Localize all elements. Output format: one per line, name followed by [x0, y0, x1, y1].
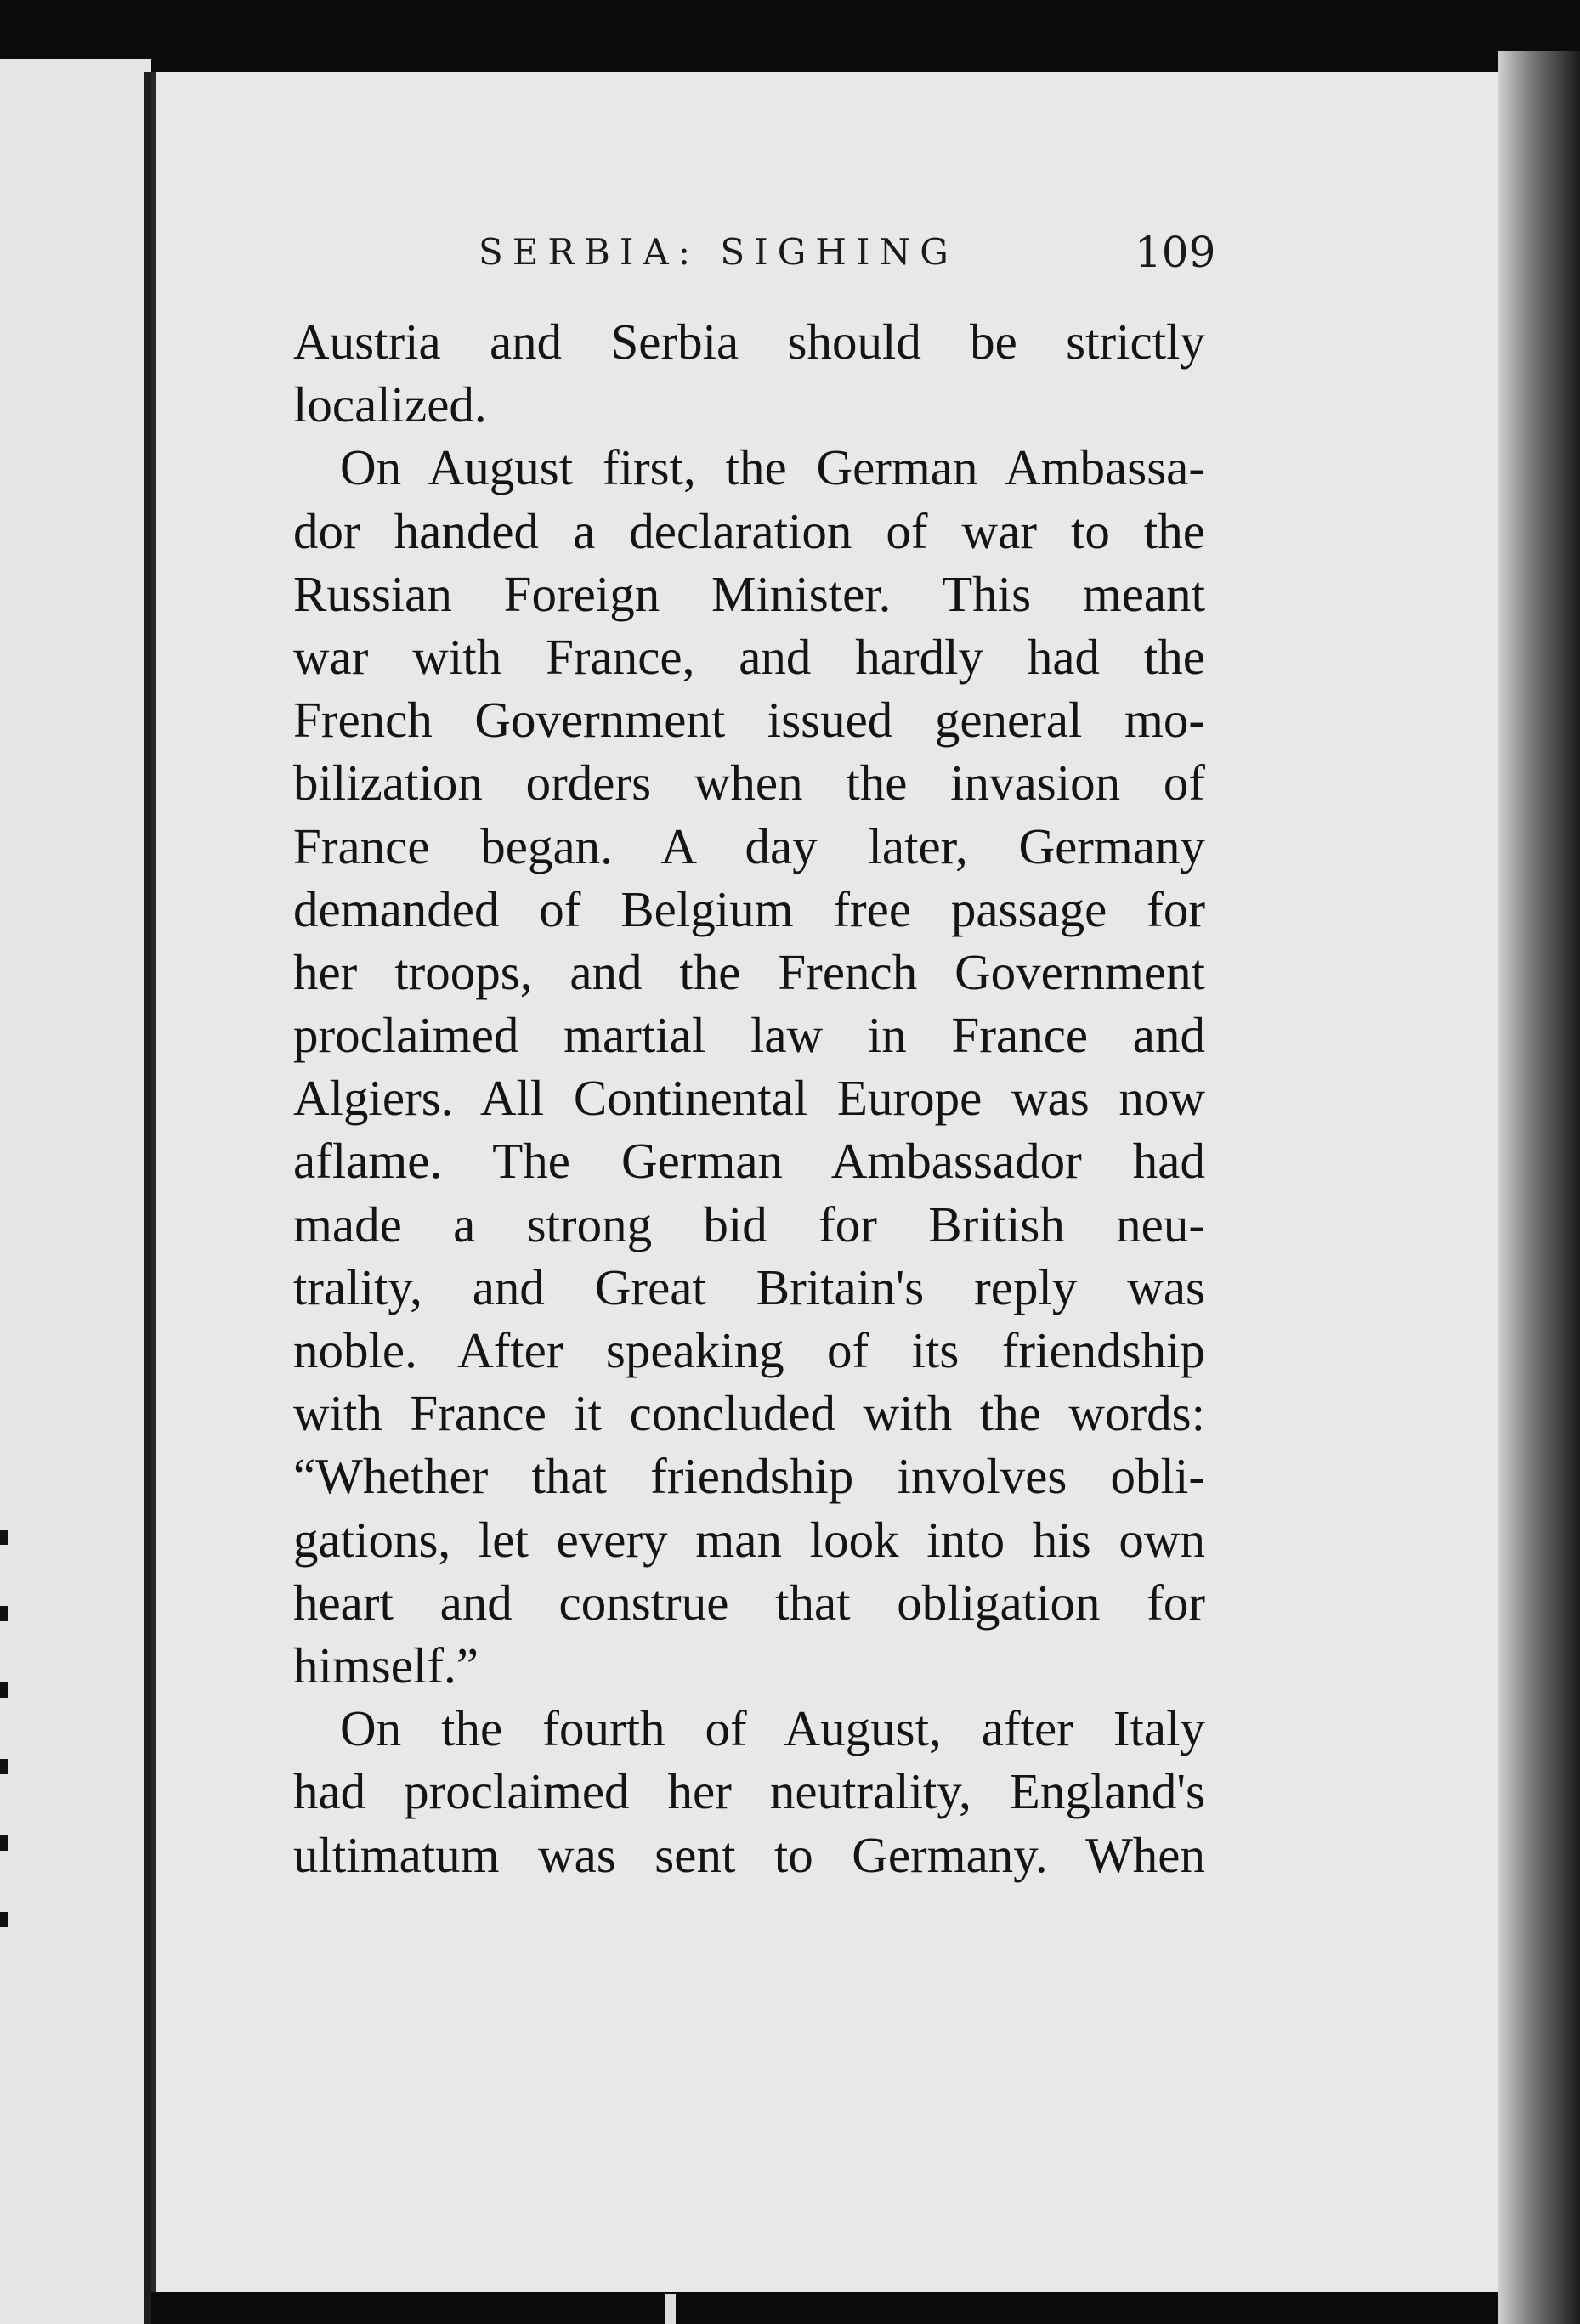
- facing-page-marks: [0, 1530, 8, 1954]
- facing-page-edge: [0, 59, 151, 2324]
- text-line: noble. After speaking of its friendship: [293, 1322, 1205, 1378]
- text-line: gations, let every man look into his own: [293, 1511, 1205, 1568]
- book-gutter: [144, 72, 151, 2324]
- text-line: war with France, and hardly had the: [293, 628, 1205, 685]
- text-line: trality, and Great Britain's reply was: [293, 1258, 1205, 1315]
- text-line: had proclaimed her neutrality, England's: [293, 1763, 1205, 1820]
- page-edge-shadow: [1498, 51, 1580, 2324]
- text-line: ultimatum was sent to Germany. When: [293, 1826, 1205, 1883]
- text-line: French Government issued general mo-: [293, 692, 1205, 749]
- binding-mark: [665, 2294, 676, 2324]
- text-line: with France it concluded with the words:: [293, 1385, 1205, 1442]
- text-line: Austria and Serbia should be strictly: [293, 314, 1205, 370]
- text-line: made a strong bid for British neu-: [293, 1196, 1205, 1252]
- text-line: himself.”: [293, 1637, 479, 1694]
- text-line: Algiers. All Continental Europe was now: [293, 1070, 1205, 1127]
- text-line: On the fourth of August, after Italy: [340, 1700, 1205, 1757]
- text-line: bilization orders when the invasion of: [293, 755, 1205, 811]
- running-head-title: SERBIA: SIGHING: [479, 231, 958, 273]
- text-line: “Whether that friendship involves obli-: [293, 1448, 1205, 1505]
- page-number: 109: [1135, 228, 1216, 277]
- text-line: dor handed a declaration of war to the: [293, 502, 1205, 559]
- text-line: her troops, and the French Government: [293, 943, 1205, 1000]
- text-line: On August first, the German Ambassa-: [340, 439, 1205, 496]
- text-line: aflame. The German Ambassador had: [293, 1133, 1205, 1190]
- text-line: heart and construe that obligation for: [293, 1574, 1205, 1631]
- text-line: Russian Foreign Minister. This meant: [293, 565, 1205, 622]
- body-text: [293, 310, 1205, 1886]
- text-line: France began. A day later, Germany: [293, 817, 1205, 874]
- text-line: proclaimed martial law in France and: [293, 1007, 1205, 1064]
- text-line: demanded of Belgium free passage for: [293, 880, 1205, 937]
- text-line: localized.: [293, 376, 487, 433]
